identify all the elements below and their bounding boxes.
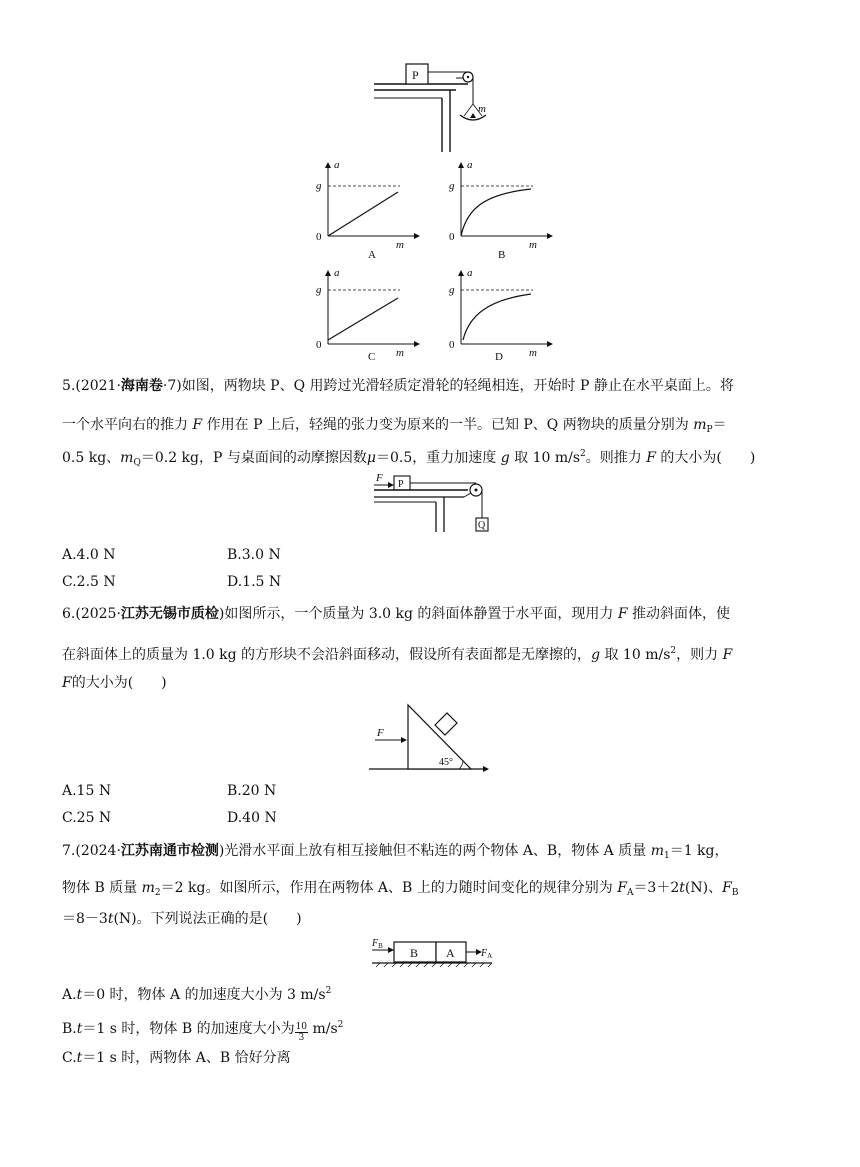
q6-line-3: F的大小为( ) [62, 675, 167, 691]
q6-line-1: 6.(2025·江苏无锡市质检)如图所示，一个质量为 3.0 kg 的斜面体静置于水平面，现用力 F 推动斜面体，使 [62, 606, 731, 622]
origin-label: 0 [449, 339, 455, 351]
y-axis-label: a [467, 160, 473, 171]
graph-letter: D [495, 351, 503, 363]
x-axis-label: m [396, 347, 404, 359]
q5-option-b[interactable]: B.3.0 N [227, 547, 281, 563]
q6-source: 江苏无锡市质检 [120, 606, 219, 622]
q6-option-b[interactable]: B.20 N [227, 783, 277, 799]
q7-option-b[interactable]: B.t＝1 s 时，物体 B 的加速度大小为 $\frac{10}{3}$ $m/s^2$ [62, 1020, 344, 1043]
block-p-label: P [398, 479, 404, 490]
force-a-label: $F_A$ [481, 948, 493, 960]
q6-option-d[interactable]: D.40 N [227, 810, 277, 826]
q6-option-c[interactable]: C.25 N [62, 810, 112, 826]
q6-figure [365, 700, 495, 774]
q5-option-d[interactable]: D.1.5 N [227, 574, 282, 590]
q5-option-a[interactable]: A.4.0 N [62, 547, 116, 563]
q5-line-2: 一个水平向右的推力 F 作用在 P 上后，轻绳的张力变为原来的一半。已知 P、Q 两物块的质量分别为 $m_P=$ [62, 417, 727, 435]
q5-figure [370, 470, 500, 538]
q5-line-3: 0.5 kg、$m_Q=0.2$ kg，P 与桌面间的动摩擦因数μ＝0.5，重力加速度 g 取 10 $m/s^2$。则推力 F 的大小为( ) [62, 449, 756, 468]
g-label: g [316, 180, 322, 192]
y-axis-label: a [467, 268, 473, 279]
q6-line-2: 在斜面体上的质量为 1.0 kg 的方形块不会沿斜面移动，假设所有表面都是无摩擦的，g 取 10 $m/s^2$，则力 F [62, 646, 733, 663]
force-label: F [377, 727, 384, 739]
q7-option-a[interactable]: A.t＝0 时，物体 A 的加速度大小为 3 $m/s^2$ [62, 986, 332, 1003]
graph-letter: C [368, 351, 376, 363]
q5-source: 海南卷 [120, 378, 163, 394]
q7-figure [368, 936, 498, 970]
g-label: g [449, 180, 455, 192]
q5-option-c[interactable]: C.2.5 N [62, 574, 116, 590]
graph-a [312, 160, 422, 260]
q7-line-3: ＝8－3t(N)。下列说法正确的是( ) [62, 911, 302, 927]
graph-d [445, 268, 555, 368]
graph-letter: A [368, 249, 376, 260]
q7-option-c[interactable]: C.t＝1 s 时，两物体 A、B 恰好分离 [62, 1050, 291, 1066]
g-label: g [449, 284, 455, 296]
x-axis-label: m [529, 347, 537, 359]
force-label: F [376, 472, 383, 484]
force-b-label: $F_B$ [372, 938, 383, 950]
origin-label: 0 [316, 339, 322, 351]
q7-line-1: 7.(2024·江苏南通市检测)光滑水平面上放有相互接触但不粘连的两个物体 A、B，物体 A 质量 $m_1=1$ kg， [62, 843, 729, 861]
q6-option-a[interactable]: A.15 N [62, 783, 112, 799]
q7-source: 江苏南通市检测 [120, 843, 219, 859]
block-label: P [412, 68, 419, 82]
q7-line-2: 物体 B 质量 $m_2=2$ kg。如图所示，作用在两物体 A、B 上的力随时间变化的规律分别为 $F_A=3+2t(N)$、$F_B$ [62, 880, 739, 898]
graph-letter: B [498, 249, 506, 260]
x-axis-label: m [529, 239, 537, 251]
hanging-mass-label: m [478, 103, 486, 115]
g-label: g [316, 284, 322, 296]
figure-table-pulley [370, 60, 500, 155]
fraction: $\frac{10}{3}$ [295, 1022, 308, 1043]
origin-label: 0 [449, 231, 455, 243]
block-b-label: B [410, 946, 419, 960]
angle-label: 45° [439, 757, 453, 768]
y-axis-label: a [334, 268, 340, 279]
graph-b [445, 160, 555, 260]
y-axis-label: a [334, 160, 340, 171]
origin-label: 0 [316, 231, 322, 243]
block-a-label: A [446, 946, 455, 960]
block-q-label: Q [478, 520, 486, 531]
x-axis-label: m [396, 239, 404, 251]
graph-c [312, 268, 422, 368]
q5-line-1: 5.(2021·海南卷·7)如图，两物块 P、Q 用跨过光滑轻质定滑轮的轻绳相连，开始时 P 静止在水平桌面上。将 [62, 378, 734, 394]
